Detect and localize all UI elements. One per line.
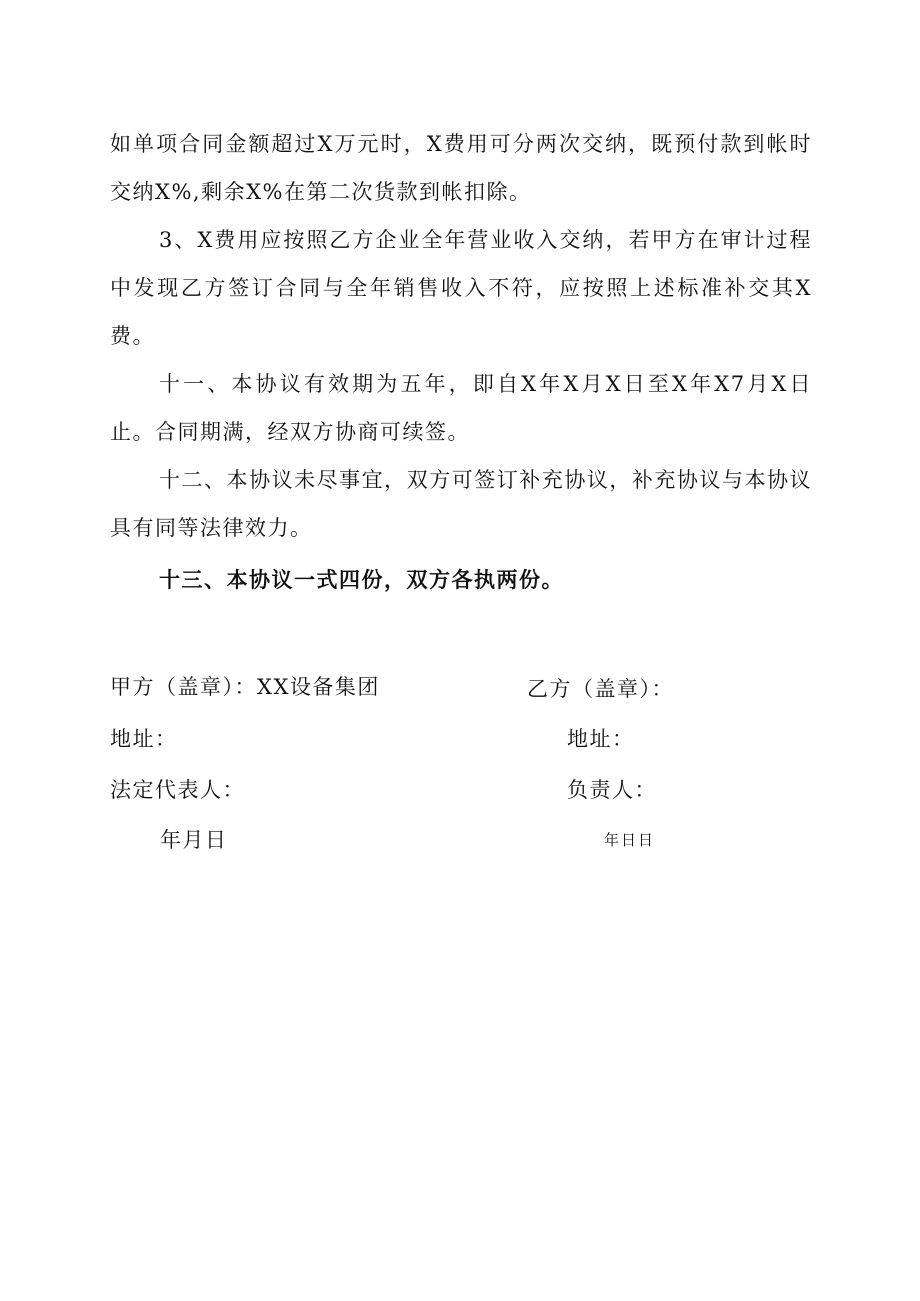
- paragraph-fee-installments: 如单项合同金额超过X万元时，X费用可分两次交纳，既预付款到帐时交纳X%,剩余X%在第二次货款到帐扣除。: [110, 132, 812, 204]
- party-a-address: 地址：: [110, 727, 178, 751]
- party-b-representative: 负责人：: [567, 778, 657, 802]
- party-b-date: 年日日: [604, 831, 656, 849]
- party-a-seal: 甲方（盖章）：XX设备集团: [110, 675, 380, 699]
- paragraph-clause-3: 3、X费用应按照乙方企业全年营业收入交纳，若甲方在审计过程中发现乙方签订合同与全年销售收入不符，应按照上述标准补交其X费。: [110, 228, 812, 348]
- agreement-body: [110, 120, 812, 604]
- paragraph-clause-13: 十三、本协议一式四份，双方各执两份。: [159, 567, 564, 592]
- paragraph-clause-11: 十一、本协议有效期为五年，即自X年X月X日至X年X7月X日止。合同期满，经双方协商可续签。: [110, 372, 812, 444]
- party-b-address: 地址：: [567, 727, 635, 751]
- party-b-seal: 乙方（盖章）：: [527, 677, 674, 701]
- paragraph-clause-12: 十二、本协议未尽事宜，双方可签订补充协议，补充协议与本协议具有同等法律效力。: [110, 468, 812, 540]
- party-a-date: 年月日: [160, 828, 228, 852]
- party-a-representative: 法定代表人：: [110, 778, 245, 802]
